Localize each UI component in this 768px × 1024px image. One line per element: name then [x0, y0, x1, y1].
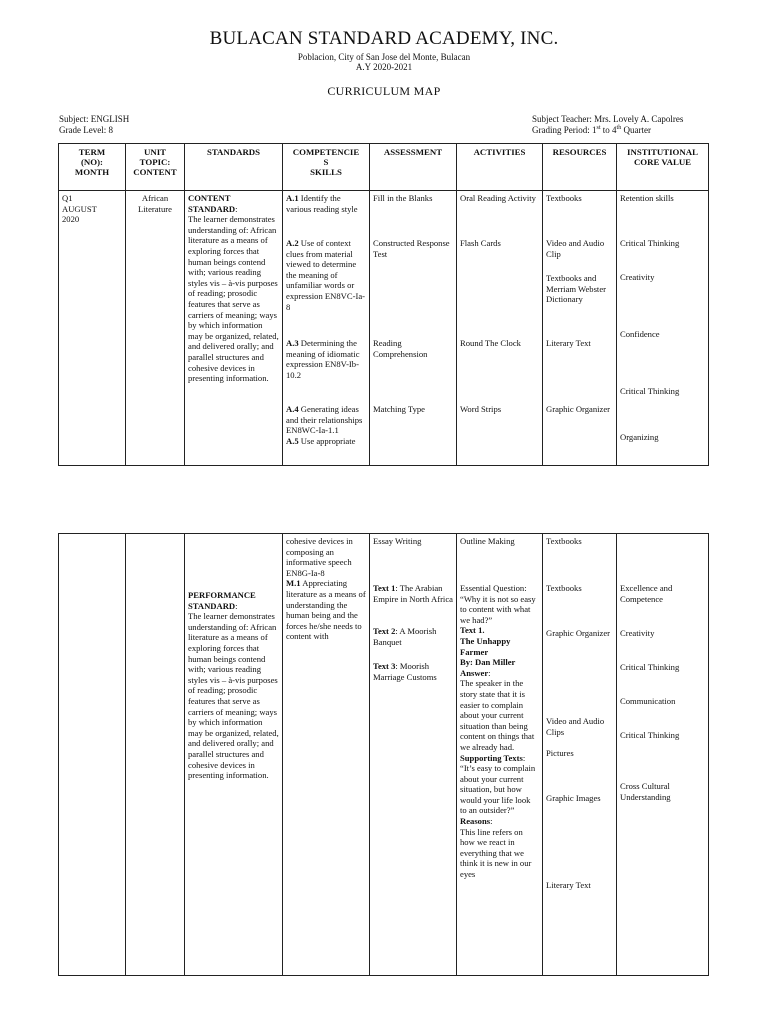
- unit-topic-cell-empty: [126, 534, 185, 976]
- resources-cell: [543, 191, 617, 466]
- header-term: [59, 144, 126, 191]
- competency-item: [286, 238, 366, 338]
- core-value-cell: [617, 534, 709, 976]
- competency-code: A.2: [286, 238, 299, 248]
- competency-code: M.1: [286, 578, 301, 589]
- header-standards: STANDARDS: [185, 144, 283, 191]
- subject-label: Subject: ENGLISH: [59, 114, 130, 124]
- core-value-item: Critical Thinking: [620, 730, 680, 740]
- core-value-item: Creativity: [620, 272, 655, 282]
- assessment-item: Constructed Response Test: [373, 238, 450, 259]
- core-value-item: Communication: [620, 696, 676, 706]
- reasons-label: Reasons: [460, 816, 491, 827]
- subject-info: [59, 114, 129, 136]
- school-name: BULACAN STANDARD ACADEMY, INC.: [209, 28, 559, 49]
- header-term-line: MONTH: [74, 167, 110, 177]
- text-label: Text 2: [373, 626, 396, 636]
- grade-level-label: Grade Level: 8: [59, 125, 113, 135]
- core-value-item: Confidence: [620, 329, 660, 339]
- core-value-item: Creativity: [620, 628, 655, 638]
- content-standard-label: CONTENT STANDARD: [188, 193, 236, 214]
- text-title: : A Moorish Banquet: [373, 626, 437, 647]
- teacher-label: Subject Teacher: Mrs. Lovely A. Capolres: [532, 114, 684, 124]
- header-core-line: INSTITUTIONAL: [627, 147, 698, 157]
- unit-line: Literature: [138, 203, 172, 214]
- competency-item: [286, 404, 366, 436]
- header-competencies: [283, 144, 370, 191]
- unit-topic-cell: [126, 191, 185, 466]
- resource-item: Pictures: [546, 748, 574, 758]
- core-value-item: Cross Cultural Understanding: [620, 781, 671, 802]
- resource-item: Textbooks: [546, 536, 582, 546]
- resource-item: Textbooks: [546, 193, 582, 203]
- period-suffix: Quarter: [621, 125, 651, 135]
- competency-item: [286, 338, 366, 404]
- content-standard-cell: CONTENT STANDARD: The learner demonstrates understanding of: African literature as a means of exploring forces that human beings contend with; various reading styles vis – à-vis purposes of reading; prosodic features that serve as carriers of meaning; ways by which information may be organized, related, and delivered orally; and parallel structures and cohesive devices in presenting information.: [185, 191, 283, 466]
- text-title: : The Arabian Empire in North Africa: [373, 583, 453, 604]
- supporting-text: “It’s easy to complain about your current situation, but how would your life look to an outsider?”: [460, 763, 536, 816]
- competency-code: A.1: [286, 193, 299, 203]
- header-unit-line: CONTENT: [133, 167, 177, 177]
- story-title: The Unhappy Farmer: [460, 635, 511, 657]
- competency-item: [286, 578, 366, 642]
- resource-item: Textbooks and Merriam Webster Dictionary: [546, 273, 607, 305]
- answer-label: Answer: [460, 667, 489, 678]
- core-value-cell: [617, 191, 709, 466]
- text-label: Text 1: [373, 583, 396, 593]
- competency-text: Generating ideas and their relationships EN8WC-Ia-1.1: [286, 404, 363, 436]
- assessment-cell: [370, 534, 457, 976]
- text-item: [373, 626, 453, 661]
- unit-line: African: [141, 193, 169, 203]
- text-item: [373, 583, 453, 626]
- term-cell-empty: [59, 534, 126, 976]
- activity-item: Oral Reading Activity: [460, 193, 536, 203]
- table-row: [59, 191, 709, 466]
- period-prefix: Grading Period: 1: [532, 125, 597, 135]
- core-value-item: Critical Thinking: [620, 662, 680, 672]
- header-core-line: CORE VALUE: [633, 157, 692, 167]
- core-value-item: Retention skills: [620, 193, 674, 203]
- story-author-line: [460, 657, 539, 668]
- resource-item: Graphic Organizer: [546, 628, 611, 638]
- supporting-heading: Supporting Texts:: [460, 752, 526, 763]
- performance-standard-label: PERFORMANCE STANDARD: [188, 590, 256, 611]
- header-assessment: ASSESSMENT: [370, 144, 457, 191]
- resource-item: Literary Text: [546, 880, 591, 890]
- academic-year: A.Y 2020-2021: [355, 62, 413, 72]
- header-unit-line: UNIT: [144, 147, 166, 157]
- activity-item: Round The Clock: [460, 338, 521, 348]
- competencies-cell: [283, 191, 370, 466]
- assessment-item: Reading Comprehension: [373, 338, 428, 359]
- table-row: [59, 534, 709, 976]
- competency-text: Appreciating literature as a means of understanding the human being and the forces he/she needs to content with: [286, 578, 366, 642]
- resource-item: Textbooks: [546, 583, 582, 593]
- term-year: 2020: [62, 214, 80, 225]
- core-value-spacer: [620, 536, 705, 583]
- resources-cell: [543, 534, 617, 976]
- header-core-value: [617, 144, 709, 191]
- period-sup-1: st: [596, 125, 601, 131]
- competency-code: A.4: [286, 404, 299, 414]
- activities-cell: [457, 534, 543, 976]
- core-value-item: Organizing: [620, 432, 659, 442]
- teacher-info: [532, 114, 683, 136]
- header-activities: ACTIVITIES: [457, 144, 543, 191]
- performance-standard-cell: PERFORMANCE STANDARD: The learner demonstrates understanding of: African literature as a means of exploring forces that human beings contend with; various reading styles vis – à-vis purposes of reading; prosodic features that serve as carriers of meaning; ways by which information may be organized, related, and delivered orally; and parallel structures and cohesive devices in presenting information.: [185, 534, 283, 976]
- resource-item: Video and Audio Clips: [546, 716, 605, 737]
- term-month: AUGUST: [62, 203, 97, 214]
- activity-item: Flash Cards: [460, 238, 501, 248]
- text-label: Text 3: [373, 661, 396, 671]
- assessment-item: Fill in the Blanks: [373, 193, 433, 203]
- story-by: By: [460, 657, 471, 668]
- header-comp-line: S: [323, 157, 329, 167]
- activity-item: Outline Making: [460, 536, 515, 546]
- answer-heading: Answer:: [460, 667, 491, 678]
- term-cell: [59, 191, 126, 466]
- core-value-item: Excellence and Competence: [620, 583, 673, 604]
- header-unit-line: TOPIC:: [139, 157, 171, 167]
- period-sup-2: th: [616, 125, 622, 131]
- content-standard-text: The learner demonstrates understanding of: African literature as a means of exploring forces that human beings contend with; various reading styles vis – à-vis purposes of reading; prosodic features that serve as carriers of meaning; ways by which information may be organized, related, and delivered orally; and parallel structures and cohesive devices in presenting information.: [188, 214, 279, 384]
- resource-item: Graphic Images: [546, 793, 601, 803]
- text-item: [373, 661, 453, 682]
- competency-continued: cohesive devices in composing an informative speech EN8G-Ia-8: [286, 536, 353, 578]
- competency-text: Determining the meaning of idiomatic expression EN8V-Ib-10.2: [286, 338, 360, 380]
- header-term-line: (NO):: [81, 157, 103, 167]
- competency-code: A.5: [286, 435, 299, 446]
- competency-text: Identify the various reading style: [286, 193, 358, 214]
- core-value-item: Critical Thinking: [620, 238, 680, 248]
- competency-code: A.3: [286, 338, 299, 348]
- header-comp-line: COMPETENCIE: [292, 147, 360, 157]
- header-resources: RESOURCES: [543, 144, 617, 191]
- reasons-heading: Reasons:: [460, 816, 493, 827]
- document-title: CURRICULUM MAP: [327, 84, 441, 98]
- story-author: : Dan Miller: [470, 657, 516, 668]
- grading-period-label: [532, 125, 683, 136]
- resource-item: Graphic Organizer: [546, 404, 611, 414]
- table-header-row: [59, 144, 709, 191]
- assessment-item: Essay Writing: [373, 536, 422, 546]
- competency-text: Use of context clues from material viewed to determine the meaning of unfamiliar words or expression EN8VC-Ia-8: [286, 238, 365, 312]
- school-address: Poblacion, City of San Jose del Monte, Bulacan: [297, 52, 471, 62]
- term-quarter: Q1: [62, 193, 73, 203]
- essential-question: Essential Question: “Why it is not so easy to content with what we had?”: [460, 583, 536, 625]
- answer-text: The speaker in the story state that it is easier to complain about your current situation than being content on things that we already had.: [460, 678, 535, 752]
- resource-item: Video and Audio Clip: [546, 238, 605, 259]
- assessment-item: Matching Type: [373, 404, 425, 414]
- curriculum-table-part-1: [58, 143, 709, 466]
- competency-item: [286, 193, 366, 238]
- activity-item: Word Strips: [460, 404, 502, 414]
- text-label: Text 1.: [460, 625, 485, 636]
- header-term-line: TERM: [78, 147, 106, 157]
- resource-item: Literary Text: [546, 338, 591, 348]
- performance-standard-text: The learner demonstrates understanding of: African literature as a means of exploring forces that human beings contend with; various reading styles vis – à-vis purposes of reading; prosodic features that serve as carriers of meaning; ways by which information may be organized, related, and delivered orally; and parallel structures and cohesive devices in presenting information.: [188, 611, 279, 781]
- header-comp-line: SKILLS: [310, 167, 342, 177]
- reasons-text: This line refers on how we react in everything that we think it is new in our eyes: [460, 826, 532, 880]
- competency-item: [286, 436, 366, 447]
- curriculum-table-part-2: [58, 533, 709, 976]
- header-unit-topic: [126, 144, 185, 191]
- period-mid: to 4: [600, 125, 617, 135]
- activities-cell: [457, 191, 543, 466]
- competencies-cell: [283, 534, 370, 976]
- competency-text: Use appropriate: [298, 435, 356, 446]
- core-value-item: Critical Thinking: [620, 386, 680, 396]
- assessment-cell: [370, 191, 457, 466]
- text-title: : Moorish Marriage Customs: [373, 661, 437, 682]
- supporting-label: Supporting Texts: [460, 752, 523, 763]
